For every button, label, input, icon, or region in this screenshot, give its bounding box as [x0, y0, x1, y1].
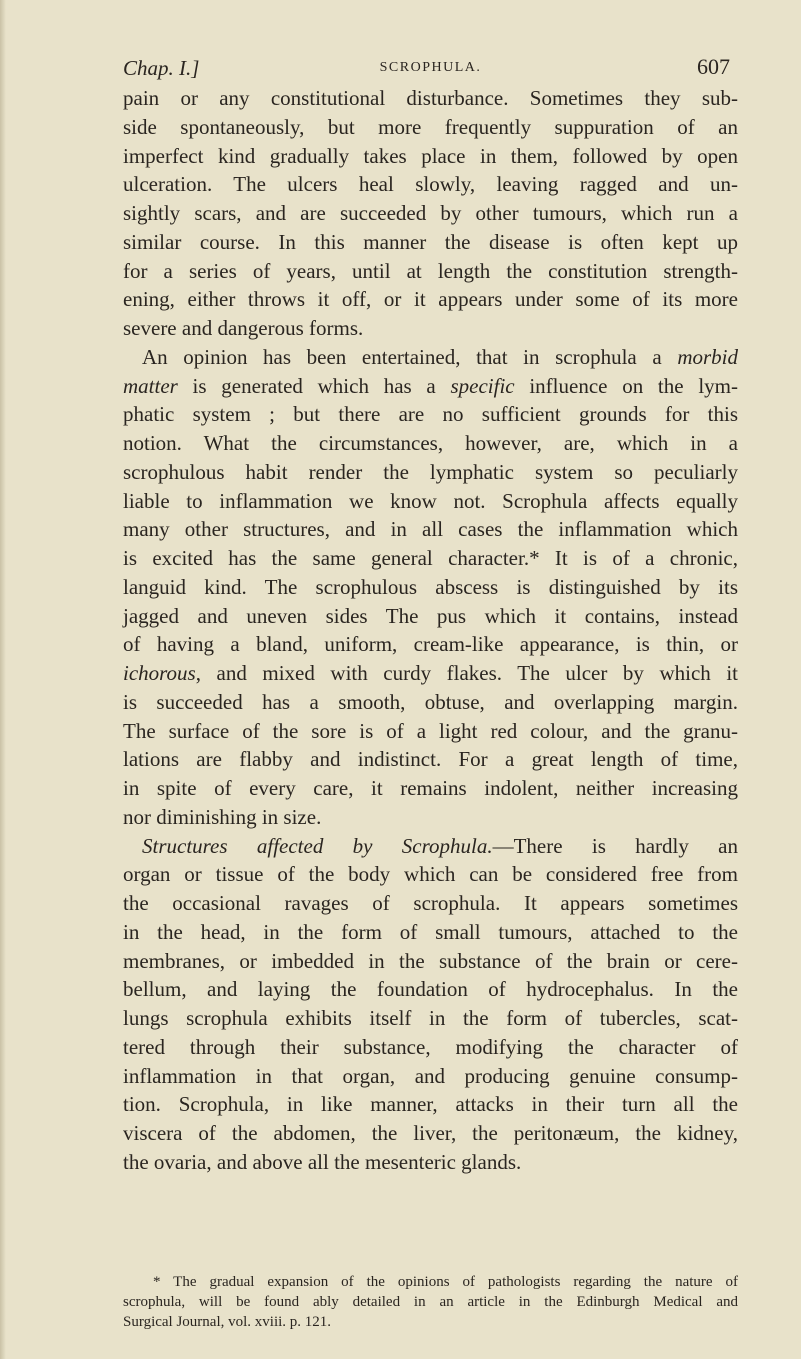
text-line: membranes, or imbedded in the substance of the brain or cere- — [123, 948, 738, 973]
text-line: organ or tissue of the body which can be considered free from — [123, 862, 738, 887]
text-line: is succeeded has a smooth, obtuse, and overlapping margin. — [123, 689, 738, 714]
text-line: jagged and uneven sides The pus which it contains, instead — [123, 603, 738, 628]
text-line: in the head, in the form of small tumours, attached to the — [123, 919, 738, 944]
text-line: viscera of the abdomen, the liver, the peritonæum, the kidney, — [123, 1121, 738, 1145]
body-text — [123, 84, 738, 1177]
text-line: severe and dangerous forms. — [123, 316, 364, 340]
text-line: nor diminishing in size. — [123, 804, 322, 829]
text-line: sightly scars, and are succeeded by other tumours, which run a — [123, 201, 738, 225]
text-line: imperfect kind gradually takes place in them, followed by open — [123, 143, 738, 168]
text-line: tion. Scrophula, in like manner, attacks in their turn all the — [123, 1092, 738, 1117]
page-number: 607 — [697, 54, 730, 79]
page-edge-shadow — [0, 0, 6, 1359]
text-line: ulceration. The ulcers heal slowly, leaving ragged and un- — [123, 172, 738, 197]
text-line: lations are flabby and indistinct. For a great length of time, — [123, 747, 738, 772]
text-line: matter is generated which has a specific influence on the lym- — [123, 373, 738, 398]
text-line: tered through their substance, modifying the character of — [123, 1034, 738, 1059]
text-line: lungs scrophula exhibits itself in the form of tubercles, scat- — [123, 1006, 738, 1030]
text-line: in spite of every care, it remains indolent, neither increasing — [123, 776, 738, 800]
text-line: is excited has the same general character.* It is of a chronic, — [123, 546, 738, 570]
chapter-label: Chap. I.] — [123, 56, 200, 80]
text-line: The surface of the sore is of a light red colour, and the granu- — [123, 718, 738, 743]
footnote — [123, 1272, 738, 1332]
text-line: pain or any constitutional disturbance. Sometimes they sub- — [123, 86, 738, 110]
text-line: bellum, and laying the foundation of hydrocephalus. In the — [123, 977, 738, 1002]
footnote-line: Surgical Journal, vol. xviii. p. 121. — [123, 1314, 332, 1330]
text-line: the ovaria, and above all the mesenteric glands. — [123, 1149, 522, 1174]
text-line: inflammation in that organ, and producing genuine consump- — [123, 1063, 738, 1088]
text-line: An opinion has been entertained, that in scrophula a morbid — [142, 344, 738, 369]
text-line: liable to inflammation we know not. Scrophula affects equally — [123, 488, 738, 513]
text-line: notion. What the circumstances, however, are, which in a — [123, 431, 738, 455]
text-line: ichorous, and mixed with curdy flakes. The ulcer by which it — [123, 661, 738, 685]
text-line: of having a bland, uniform, cream-like appearance, is thin, or — [123, 632, 738, 657]
text-line: for a series of years, until at length the constitution strength- — [123, 258, 738, 283]
text-line: Structures affected by Scrophula.—There is hardly an — [142, 833, 738, 858]
text-line: ening, either throws it off, or it appears under some of its more — [123, 287, 738, 312]
text-line: phatic system ; but there are no sufficient grounds for this — [123, 402, 738, 427]
text-line: languid kind. The scrophulous abscess is distinguished by its — [123, 574, 738, 599]
text-line: side spontaneously, but more frequently suppuration of an — [123, 114, 738, 139]
text-line: the occasional ravages of scrophula. It appears sometimes — [123, 891, 738, 915]
text-line: scrophulous habit render the lymphatic system so peculiarly — [123, 459, 738, 484]
footnote-line: * The gradual expansion of the opinions of pathologists regarding the nature of — [153, 1274, 738, 1290]
text-line: many other structures, and in all cases the inflammation which — [123, 517, 738, 542]
running-title: SCROPHULA. — [379, 60, 482, 75]
text-line: similar course. In this manner the disease is often kept up — [123, 229, 738, 254]
footnote-line: scrophula, will be found ably detailed in an article in the Edinburgh Medical and — [123, 1294, 738, 1310]
